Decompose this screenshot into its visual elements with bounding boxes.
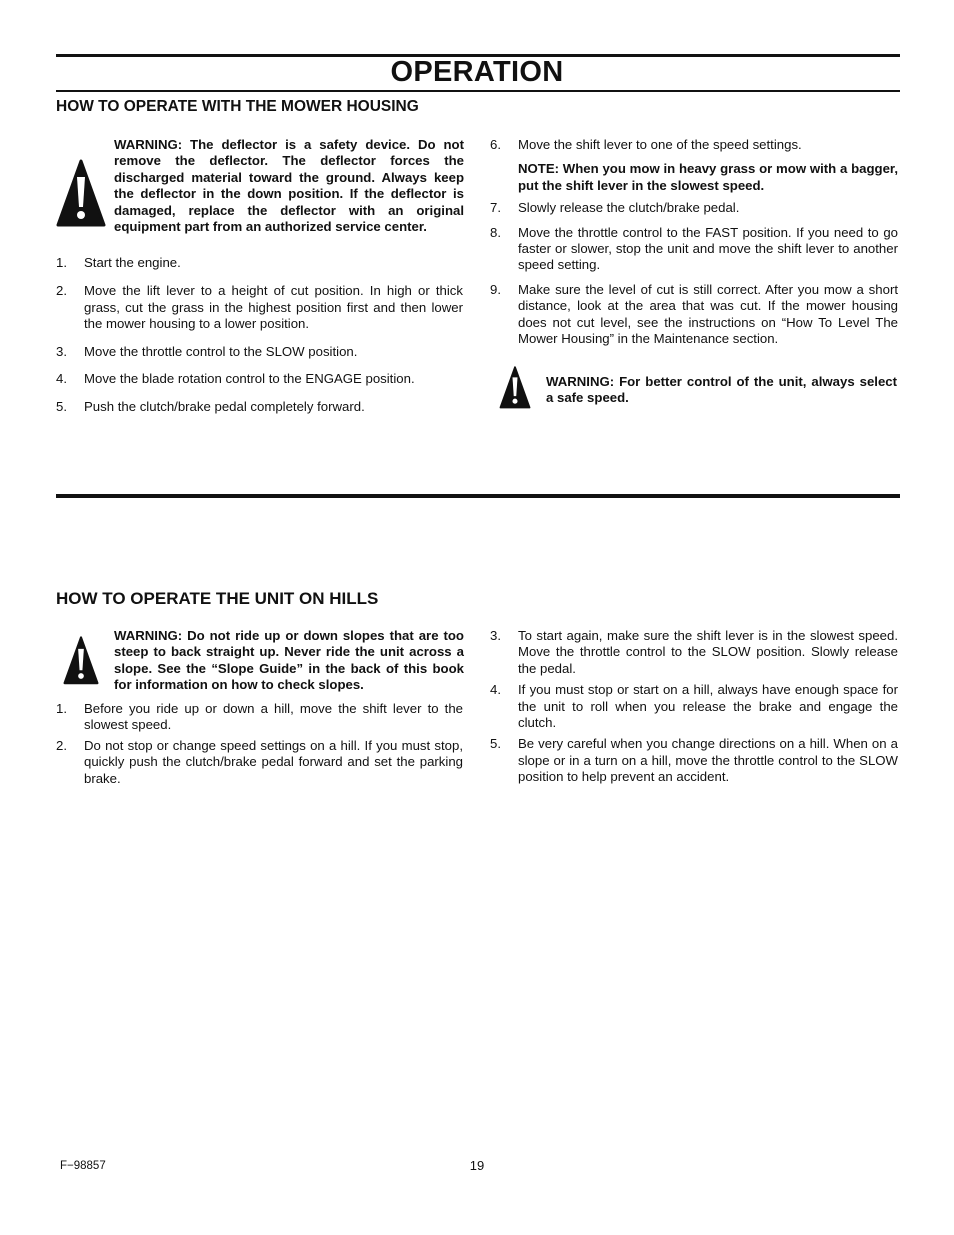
list-item: 2. Move the lift lever to a height of cut position. In high or thick grass, cut the grass in the highest position first and then lower the mower housing to a lower position. — [56, 283, 463, 332]
document-code: F−98857 — [60, 1160, 106, 1172]
list-item: 8. Move the throttle control to the FAST position. If you need to go faster or slower, stop the unit and move the shift lever to another speed setting. — [490, 224, 898, 273]
section-title-mower-housing: HOW TO OPERATE WITH THE MOWER HOUSING — [56, 98, 419, 115]
section1-right-steps — [490, 137, 898, 347]
list-item: 1. Start the engine. — [56, 255, 181, 270]
warning-triangle-icon — [56, 636, 106, 686]
slope-warning-text: WARNING: Do not ride up or down slopes that are too steep to back straight up. Never ride the unit across a slope. See the “Slope Guide” in the back of this book for information on how to check slopes. — [114, 628, 464, 693]
list-item: 9. Make sure the level of cut is still correct. After you mow a short distance, look at the area that was cut. If the mower housing does not cut level, see the instructions on “How To Level The Mower Housing” in the Maintenance section. — [490, 281, 898, 347]
section2-right-steps — [490, 628, 898, 786]
list-item: 3. Move the throttle control to the SLOW position. — [56, 343, 358, 359]
list-item: 4. If you must stop or start on a hill, always have enough space for the unit to roll when you release the brake and engage the clutch. — [490, 682, 898, 731]
deflector-warning-text: WARNING: The deflector is a safety device. Do not remove the deflector. The deflector forces the discharged material toward the ground. Always keep the deflector in the down position. If the deflector is damaged, replace the deflector with an original equipment part from an authorized service center. — [114, 137, 464, 235]
list-item: 5. Push the clutch/brake pedal completely forward. — [56, 399, 365, 415]
list-item: 7. Slowly release the clutch/brake pedal. — [490, 200, 740, 216]
slope-warning — [56, 628, 464, 694]
heavy-grass-note: NOTE: When you mow in heavy grass or mow with a bagger, put the shift lever in the slowest speed. — [518, 161, 898, 193]
section2-left-steps — [56, 701, 463, 787]
warning-triangle-icon — [56, 159, 106, 229]
safe-speed-warning — [490, 366, 897, 410]
title-underline-rule — [56, 90, 900, 92]
list-item: 4. Move the blade rotation control to the ENGAGE position. — [56, 371, 415, 387]
list-item: 1. Before you ride up or down a hill, move the shift lever to the slowest speed. — [56, 701, 463, 733]
section-divider-rule — [56, 494, 900, 498]
deflector-warning — [56, 137, 464, 235]
section-title-hills: HOW TO OPERATE THE UNIT ON HILLS — [56, 589, 379, 608]
section1-left-steps — [56, 255, 463, 416]
list-item: 2. Do not stop or change speed settings on a hill. If you must stop, quickly push the clutch/brake pedal forward and set the parking brake. — [56, 737, 463, 786]
warning-triangle-icon — [490, 366, 540, 410]
safe-speed-warning-text: WARNING: For better control of the unit, always select a safe speed. — [546, 374, 897, 406]
page-number: 19 — [469, 1158, 485, 1173]
list-item: 3. To start again, make sure the shift lever is in the slowest speed. Move the throttle control to the SLOW position. Slowly release the pedal. — [490, 628, 898, 676]
list-item: 6. Move the shift lever to one of the speed settings. — [490, 137, 802, 152]
page-title: OPERATION — [390, 56, 564, 88]
list-item: 5. Be very careful when you change directions on a hill. When on a slope or in a turn on a hill, move the throttle control to the SLOW position to help prevent an accident. — [490, 736, 898, 785]
